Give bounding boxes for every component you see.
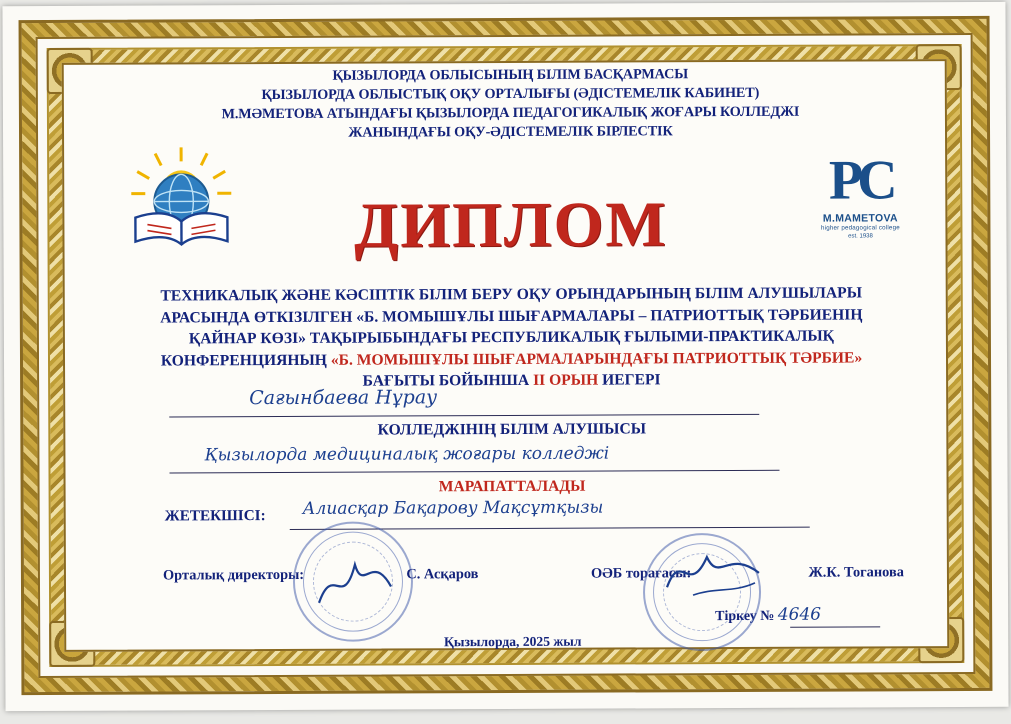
college-logo-subtitle: higher pedagogical college xyxy=(821,224,900,232)
award-description-line-5 xyxy=(74,368,949,393)
certificate-paper xyxy=(2,2,1008,711)
recipient-name-rule xyxy=(169,414,759,418)
award-description xyxy=(74,282,949,393)
registration-number: 4646 xyxy=(777,604,822,625)
issuer-header xyxy=(73,64,948,144)
issuer-header-line-2: ҚЫЗЫЛОРДА ОБЛЫСТЫҚ ОҚУ ОРТАЛЫҒЫ (ӘДІСТЕМЕЛІК КАБИНЕТ) xyxy=(261,84,760,104)
institution-handwritten: Қызылорда медициналық жоғары колледжі xyxy=(204,443,610,466)
college-logo-monogram: PC xyxy=(828,149,892,212)
award-description-line-1: ТЕХНИКАЛЫҚ ЖӘНЕ КӘСІПТІК БІЛІМ БЕРУ ОҚУ ОРЫНДАРЫНЫҢ БІЛІМ АЛУШЫЛАРЫ xyxy=(160,284,863,305)
recipient-role-label: КОЛЛЕДЖІНІҢ БІЛІМ АЛУШЫСЫ xyxy=(377,420,647,439)
institution-rule xyxy=(170,470,780,474)
award-description-line-4 xyxy=(74,347,949,372)
signature-right-role: ОӘБ торағасы: xyxy=(590,565,692,582)
supervisor-label: ЖЕТЕКШІСІ: xyxy=(164,507,266,525)
registration-rule xyxy=(790,626,880,627)
recipient-name-handwritten: Сағынбаева Нұрay xyxy=(249,386,437,410)
page-title: ДИПЛОМ xyxy=(354,188,668,261)
signature-mark-right xyxy=(663,543,763,609)
college-logo-name: M.MAMETOVA xyxy=(822,212,898,225)
college-logo-established: est. 1938 xyxy=(848,233,873,240)
issuer-header-line-4: ЖАНЫНДАҒЫ ОҚУ-ӘДІСТЕМЕЛІК БІРЛЕСТІК xyxy=(348,123,673,141)
registration-label: Тіркеу № xyxy=(715,608,775,625)
award-description-line-2: АРАСЫНДА ӨТКІЗІЛГЕН «Б. МОМЫШҰЛЫ ШЫҒАРМАЛАРЫ – ПАТРИОТТЫҚ ТӘРБИЕНІҢ xyxy=(160,305,863,327)
supervisor-handwritten: Алиасқар Бақарову Мақсұтқызы xyxy=(302,497,604,519)
issuer-header-line-3: М.МӘМЕТОВА АТЫНДАҒЫ ҚЫЗЫЛОРДА ПЕДАГОГИКАЛЫҚ ЖОҒАРЫ КОЛЛЕДЖІ xyxy=(221,103,800,123)
awarded-label: МАРАПАТТАЛАДЫ xyxy=(438,477,586,496)
award-description-line-4-theme: «Б. МОМЫШҰЛЫ ШЫҒАРМАЛАРЫНДАҒЫ ПАТРИОТТЫҚ ТӘРБИЕ» xyxy=(330,348,863,369)
place-and-date: Қызылорда, 2025 жыл xyxy=(443,633,582,650)
signature-right-name: Ж.К. Тоганова xyxy=(808,564,904,581)
award-description-line-5-b: ИЕГЕРІ xyxy=(598,371,661,389)
signature-left-name: С. Асқаров xyxy=(406,566,479,583)
award-description-line-4-a: КОНФЕРЕНЦИЯНЫҢ xyxy=(160,351,331,370)
award-description-line-5-a: БАҒЫТЫ БОЙЫНША xyxy=(362,371,534,390)
award-description-line-3: ҚАЙНАР КӨЗІ» ТАҚЫРЫБЫНДАҒЫ РЕСПУБЛИКАЛЫҚ ҒЫЛЫМИ-ПРАКТИКАЛЫҚ xyxy=(188,327,834,348)
signature-left-role: Орталық директоры: xyxy=(162,566,305,584)
issuer-header-line-1: ҚЫЗЫЛОРДА ОБЛЫСЫНЫҢ БІЛІМ БАСҚАРМАСЫ xyxy=(332,66,689,84)
signature-mark-left xyxy=(313,544,403,618)
certificate-content xyxy=(73,64,951,658)
award-place: ІІ ОРЫН xyxy=(533,371,599,389)
